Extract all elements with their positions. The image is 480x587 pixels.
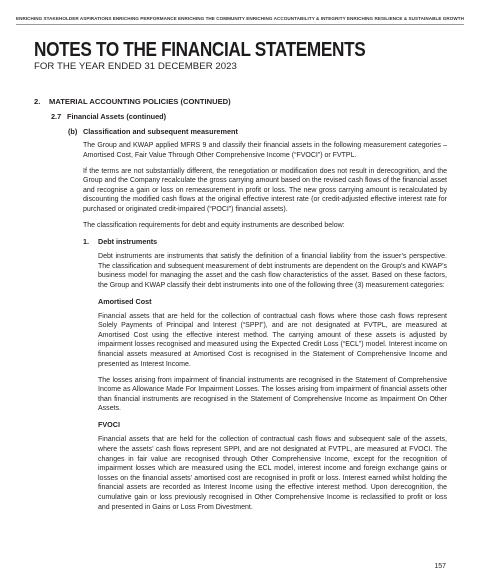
debt-instruments-content bbox=[98, 252, 447, 512]
subsubsection-title: Classification and subsequent measurement bbox=[83, 127, 238, 136]
subsubsection-number: (b) bbox=[68, 127, 78, 136]
page-title: NOTES TO THE FINANCIAL STATEMENTS bbox=[34, 39, 366, 61]
debt-instruments-heading bbox=[83, 237, 447, 247]
body-content bbox=[83, 141, 447, 519]
debt-instruments-title: Debt instruments bbox=[98, 236, 158, 246]
subsection-number: 2.7 bbox=[51, 112, 62, 121]
nav-item-performance[interactable]: ENRICHING PERFORMANCE bbox=[112, 16, 177, 21]
paragraph-classification-requirements: The classification requirements for debt and equity instruments are described below: bbox=[83, 221, 345, 229]
nav-item-community[interactable]: ENRICHING THE COMMUNITY bbox=[178, 16, 246, 21]
subsection-heading bbox=[51, 112, 166, 121]
paragraph-fvoci: Financial assets that are held for the collection of contractual cash flows and subsequent sale of the assets, where the assets’ cash flows represent SPPI, and are not designated at FVTPL, are measured at FVOCI. The changes in fair value are recognised through Other Comprehensive Income, except for the recognition of impairment losses which are measured using the ECL model, interest income and foreign exchange gains or losses on the financial assets’ amortised cost are recognised in profit or loss. Interest earned whilst holding the financial assets are recorded as Interest Income using the effective interest method. Upon derecognition, the cumulative gain or loss previously recognised in Other Comprehensive Income is reclassified to profit or loss and presented in Gains or Loss From Divestment. bbox=[98, 436, 447, 511]
section-title: MATERIAL ACCOUNTING POLICIES (CONTINUED) bbox=[49, 97, 231, 106]
nav-item-resilience-growth[interactable]: ENRICHING RESILIENCE & SUSTAINABLE GROWTH bbox=[346, 16, 464, 21]
subsection-title: Financial Assets (continued) bbox=[67, 112, 167, 121]
paragraph-amortised-cost-impairment: The losses arising from impairment of financial instruments are recognised in the Statement of Comprehensive Income as Allowance Made For Impairment Losses. The losses arising from impairment of financial assets other than financial instruments are recognised in the Statement of Comprehensive Income as Impairment On Other Assets. bbox=[98, 376, 447, 413]
debt-instruments-number: 1. bbox=[83, 236, 89, 246]
paragraph-modification: If the terms are not substantially different, the renegotiation or modification does not result in derecognition, and the Group and the Company recalculate the gross carrying amount based on the revised cash flows of the financial asset and recognise a gain or loss on remeasurement in profit or loss. The new gross carrying amount is recalculated by discounting the modified cash flows at the original effective interest rate (or credit-adjusted effective interest rate for purchased or originated credit-impaired (“POCI”) financial assets). bbox=[83, 167, 447, 213]
paragraph-amortised-cost-measurement: Financial assets that are held for the collection of contractual cash flows where those cash flows represent Solely Payments of Principal and Interest (“SPPI”), and are not designated at FVTPL, are measured at Amortised Cost using the effective interest method. The carrying amount of these assets is adjusted by impairment losses recognised and measured using the Expected Credit Loss (“ECL”) model. Interest income on financial assets measured at Amortised Cost is recognised in the Statement of Comprehensive Income and presented as Interest Income. bbox=[98, 312, 447, 368]
nav-item-stakeholder-aspirations[interactable]: ENRICHING STAKEHOLDER ASPIRATIONS bbox=[16, 16, 112, 21]
nav-item-accountability-integrity[interactable]: ENRICHING ACCOUNTABILITY & INTEGRITY bbox=[246, 16, 346, 21]
paragraph-mfrs9: The Group and KWAP applied MFRS 9 and classify their financial assets in the following measurement categories – Amortised Cost, Fair Value Through Other Comprehensive Income (“FVOCI”) or FVTPL. bbox=[83, 142, 447, 159]
page-number: 157 bbox=[434, 563, 446, 570]
page-subtitle: FOR THE YEAR ENDED 31 DECEMBER 2023 bbox=[34, 61, 237, 72]
header-divider bbox=[16, 24, 464, 25]
fvoci-heading: FVOCI bbox=[98, 420, 120, 430]
top-navigation bbox=[16, 16, 464, 21]
section-heading bbox=[34, 97, 231, 106]
paragraph-debt-intro: Debt instruments are instruments that satisfy the definition of a financial liability from the issuer’s perspective. The classification and subsequent measurement of debt instruments are dependent on the Group’s and KWAP’s business model for managing the asset and the cash flow characteristics of the asset. Based on these factors, the Group and KWAP classify their debt instruments into one of the following three (3) measurement categories: bbox=[98, 252, 447, 289]
section-number: 2. bbox=[34, 97, 41, 106]
subsubsection-heading bbox=[68, 127, 238, 136]
amortised-cost-heading: Amortised Cost bbox=[98, 296, 152, 306]
